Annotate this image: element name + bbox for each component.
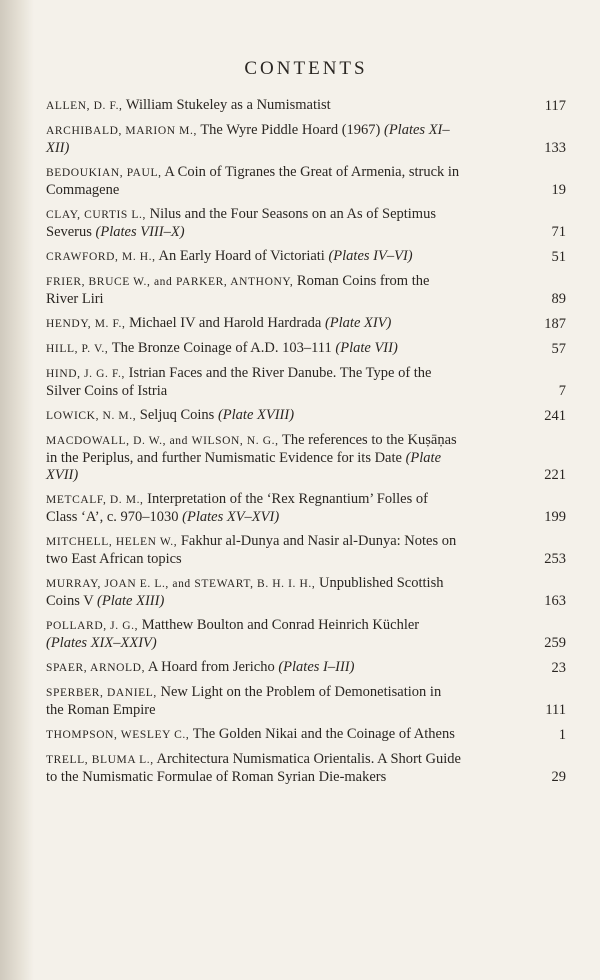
- entry-author: SPERBER, DANIEL,: [46, 687, 157, 699]
- entry-title: William Stukeley as a Numismatist: [125, 97, 331, 113]
- page-gutter-shadow: [0, 0, 34, 980]
- entry-title: Nilus and the Four Seasons on an As of Septimus Severus: [46, 206, 436, 240]
- entry-page-number: 23: [551, 660, 566, 676]
- entry-plates: (Plates XI–XII): [46, 122, 450, 156]
- entry-page-number: 253: [544, 551, 566, 567]
- entry-title: The Golden Nikai and the Coinage of Athens: [192, 726, 455, 742]
- entry-plates: (Plate XIV): [324, 315, 392, 331]
- contents-entry: [46, 164, 566, 199]
- contents-entry: [46, 533, 566, 568]
- entry-page-number: 259: [544, 635, 566, 651]
- entry-page-number: 199: [544, 509, 566, 525]
- contents-entry: [46, 751, 566, 786]
- entry-author: SPAER, ARNOLD,: [46, 662, 146, 674]
- entry-author: CRAWFORD, M. H.,: [46, 251, 156, 263]
- entry-text: [46, 248, 462, 266]
- entry-title: Seljuq Coins: [139, 407, 215, 423]
- entry-text: [46, 491, 462, 526]
- page-title: CONTENTS: [244, 58, 368, 79]
- entry-author: THOMPSON, WESLEY C.,: [46, 729, 190, 741]
- entry-title: The Bronze Coinage of A.D. 103–111: [111, 340, 332, 356]
- entry-text: [46, 315, 462, 333]
- entry-title: The references to the Kuṣāṇas in the Periplus, and further Numismatic Evidence for its Date: [46, 432, 457, 466]
- entry-title: Istrian Faces and the River Danube. The Type of the Silver Coins of Istria: [46, 365, 432, 399]
- contents-entry: [46, 726, 566, 744]
- entry-text: [46, 164, 462, 199]
- entry-title: An Early Hoard of Victoriati: [158, 248, 325, 264]
- entry-page-number: 7: [558, 383, 566, 399]
- entry-author: TRELL, BLUMA L.,: [46, 754, 154, 766]
- entry-page-number: 29: [551, 769, 566, 785]
- contents-list: [46, 97, 566, 786]
- contents-entry: [46, 273, 566, 308]
- entry-plates: (Plate VII): [335, 340, 398, 356]
- entry-author: LOWICK, N. M.,: [46, 410, 137, 422]
- entry-text: [46, 273, 462, 308]
- contents-entry: [46, 206, 566, 241]
- entry-title: Matthew Boulton and Conrad Heinrich Küchler: [141, 617, 420, 633]
- entry-text: [46, 97, 462, 115]
- entry-author: HILL, P. V.,: [46, 343, 109, 355]
- entry-page-number: 57: [551, 341, 566, 357]
- entry-author: ALLEN, D. F.,: [46, 100, 123, 112]
- contents-entry: [46, 407, 566, 425]
- entry-page-number: 1: [558, 727, 566, 743]
- entry-title: Michael IV and Harold Hardrada: [129, 315, 322, 331]
- entry-page-number: 221: [544, 467, 566, 483]
- entry-page-number: 187: [544, 316, 566, 332]
- entry-page-number: 163: [544, 593, 566, 609]
- entry-title: Interpretation of the ‘Rex Regnantium’ Folles of Class ‘A’, c. 970–1030: [46, 491, 428, 525]
- entry-title: The Wyre Piddle Hoard (1967): [200, 122, 381, 138]
- entry-plates: (Plates I–III): [278, 659, 355, 675]
- contents-entry: [46, 617, 566, 652]
- entry-author: HENDY, M. F.,: [46, 318, 126, 330]
- entry-page-number: 133: [544, 140, 566, 156]
- entry-plates: (Plate XIII): [97, 593, 165, 609]
- entry-title: New Light on the Problem of Demonetisation in the Roman Empire: [46, 684, 442, 718]
- entry-author: BEDOUKIAN, PAUL,: [46, 167, 162, 179]
- contents-entry: [46, 248, 566, 266]
- entry-title: Roman Coins from the River Liri: [46, 273, 430, 307]
- entry-author: HIND, J. G. F.,: [46, 368, 125, 380]
- entry-text: [46, 659, 462, 677]
- entry-coauthor: STEWART, B. H. I. H.,: [194, 578, 316, 590]
- entry-text: [46, 617, 462, 652]
- entry-plates: (Plate XVIII): [217, 407, 295, 423]
- entry-text: [46, 751, 462, 786]
- entry-author: POLLARD, J. G.,: [46, 620, 139, 632]
- entry-plates: (Plate XVII): [46, 450, 442, 483]
- entry-author: ARCHIBALD, MARION M.,: [46, 125, 197, 137]
- entry-coauthor: WILSON, N. G.,: [191, 435, 279, 447]
- entry-author: MACDOWALL, D. W., and: [46, 435, 188, 447]
- entry-text: [46, 206, 462, 241]
- contents-entry: [46, 365, 566, 400]
- contents-entry: [46, 432, 566, 484]
- entry-coauthor: PARKER, ANTHONY,: [176, 276, 294, 288]
- contents-entry: [46, 315, 566, 333]
- entry-page-number: 241: [544, 408, 566, 424]
- contents-entry: [46, 122, 566, 157]
- entry-text: [46, 407, 462, 425]
- entry-plates: (Plates XV–XVI): [182, 509, 280, 525]
- contents-entry: [46, 491, 566, 526]
- entry-title: Architectura Numismatica Orientalis. A Short Guide to the Numismatic Formulae of Roman Syrian Die-makers: [46, 751, 461, 785]
- contents-entry: [46, 97, 566, 115]
- entry-page-number: 19: [551, 182, 566, 198]
- contents-entry: [46, 340, 566, 358]
- entry-text: [46, 340, 462, 358]
- entry-title: A Hoard from Jericho: [147, 659, 275, 675]
- entry-author: CLAY, CURTIS L.,: [46, 209, 146, 221]
- entry-author: MURRAY, JOAN E. L., and: [46, 578, 191, 590]
- entry-page-number: 89: [551, 291, 566, 307]
- entry-author: FRIER, BRUCE W., and: [46, 276, 173, 288]
- entry-page-number: 111: [545, 702, 566, 718]
- entry-plates: (Plates VIII–X): [95, 224, 185, 240]
- entry-text: [46, 122, 462, 157]
- entry-page-number: 71: [551, 224, 566, 240]
- entry-page-number: 117: [544, 98, 566, 114]
- contents-entry: [46, 659, 566, 677]
- entry-plates: (Plates XIX–XXIV): [46, 635, 157, 651]
- entry-text: [46, 533, 462, 568]
- entry-text: [46, 365, 462, 400]
- entry-page-number: 51: [551, 249, 566, 265]
- entry-text: [46, 575, 462, 610]
- entry-author: MITCHELL, HELEN W.,: [46, 536, 178, 548]
- entry-title: Fakhur al-Dunya and Nasir al-Dunya: Notes on two East African topics: [46, 533, 457, 567]
- entry-text: [46, 432, 462, 484]
- entry-plates: (Plates IV–VI): [328, 248, 413, 264]
- entry-text: [46, 684, 462, 719]
- entry-author: METCALF, D. M.,: [46, 494, 144, 506]
- entry-text: [46, 726, 462, 744]
- contents-entry: [46, 575, 566, 610]
- entry-title: Unpublished Scottish Coins V: [46, 575, 444, 609]
- contents-entry: [46, 684, 566, 719]
- entry-title: A Coin of Tigranes the Great of Armenia, struck in Commagene: [46, 164, 460, 198]
